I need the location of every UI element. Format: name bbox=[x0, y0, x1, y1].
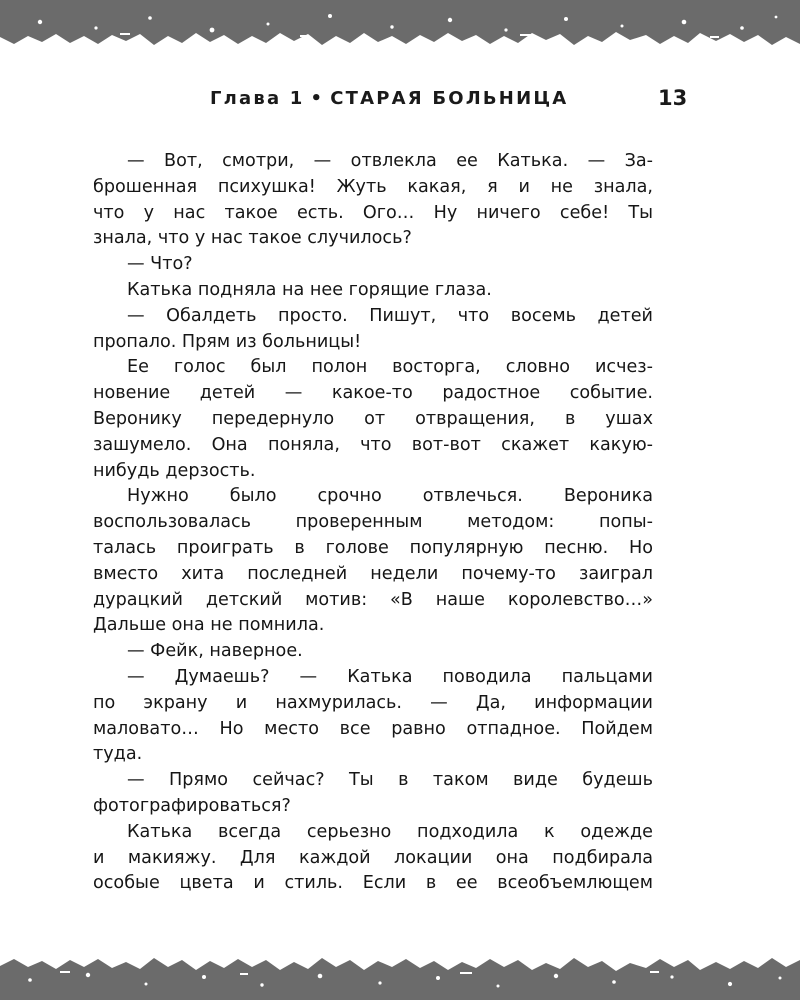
text-line: брошенная психушка! Жуть какая, я и не знала, bbox=[93, 176, 653, 197]
text-line: по экрану и нахмурилась. — Да, информации bbox=[93, 692, 653, 713]
text-line: и макияжу. Для каждой локации она подбирала bbox=[93, 847, 653, 868]
text-line: маловато… Но место все равно отпадное. Пойдем bbox=[93, 718, 653, 739]
bottom-decorative-band bbox=[0, 940, 800, 1000]
text-line: новение детей — какое-то радостное событие. bbox=[93, 383, 653, 404]
chapter-title: СТАРАЯ БОЛЬНИЦА bbox=[330, 88, 569, 109]
text-line: вместо хита последней недели почему-то заиграл bbox=[93, 563, 653, 584]
text-line: Катька всегда серьезно подходила к одежде bbox=[127, 821, 653, 842]
chapter-label: Глава 1 bbox=[210, 88, 305, 109]
page-number: 13 bbox=[658, 86, 688, 110]
text-line: Катька подняла на нее горящие глаза. bbox=[127, 279, 492, 300]
text-line: Нужно было срочно отвлечься. Вероника bbox=[127, 486, 653, 507]
text-line: — Фейк, наверное. bbox=[127, 641, 303, 662]
text-line: воспользовалась проверенным методом: попы- bbox=[93, 512, 653, 533]
text-line: нибудь дерзость. bbox=[93, 460, 256, 481]
text-line: знала, что у нас такое случилось? bbox=[93, 228, 412, 249]
text-line: — Думаешь? — Катька поводила пальцами bbox=[127, 666, 653, 687]
text-line: — Что? bbox=[127, 254, 193, 275]
text-line: что у нас такое есть. Ого… Ну ничего себе! Ты bbox=[93, 202, 653, 223]
text-line: особые цвета и стиль. Если в ее всеобъемлющем bbox=[93, 873, 653, 894]
text-line: талась проиграть в голове популярную песню. Но bbox=[93, 537, 653, 558]
text-line: Веронику передернуло от отвращения, в ушах bbox=[93, 408, 653, 429]
bottom-band-texture bbox=[0, 940, 800, 1000]
running-header bbox=[0, 84, 800, 114]
top-decorative-band bbox=[0, 0, 800, 60]
text-line: Ее голос был полон восторга, словно исчез- bbox=[127, 357, 653, 378]
text-line: дурацкий детский мотив: «В наше королевство…» bbox=[93, 589, 653, 610]
chapter-heading bbox=[210, 88, 568, 109]
body-text bbox=[93, 149, 653, 897]
text-line: — Вот, смотри, — отвлекла ее Катька. — За- bbox=[127, 151, 653, 171]
text-line: зашумело. Она поняла, что вот-вот скажет какую- bbox=[93, 434, 653, 455]
header-separator: • bbox=[310, 88, 325, 109]
text-line: пропало. Прям из больницы! bbox=[93, 331, 362, 352]
text-line: Дальше она не помнила. bbox=[93, 615, 325, 636]
top-band-texture bbox=[0, 0, 800, 60]
text-line: — Прямо сейчас? Ты в таком виде будешь bbox=[127, 770, 653, 791]
text-line: — Обалдеть просто. Пишут, что восемь детей bbox=[127, 305, 653, 326]
text-line: туда. bbox=[93, 744, 143, 765]
text-line: фотографироваться? bbox=[93, 795, 291, 816]
